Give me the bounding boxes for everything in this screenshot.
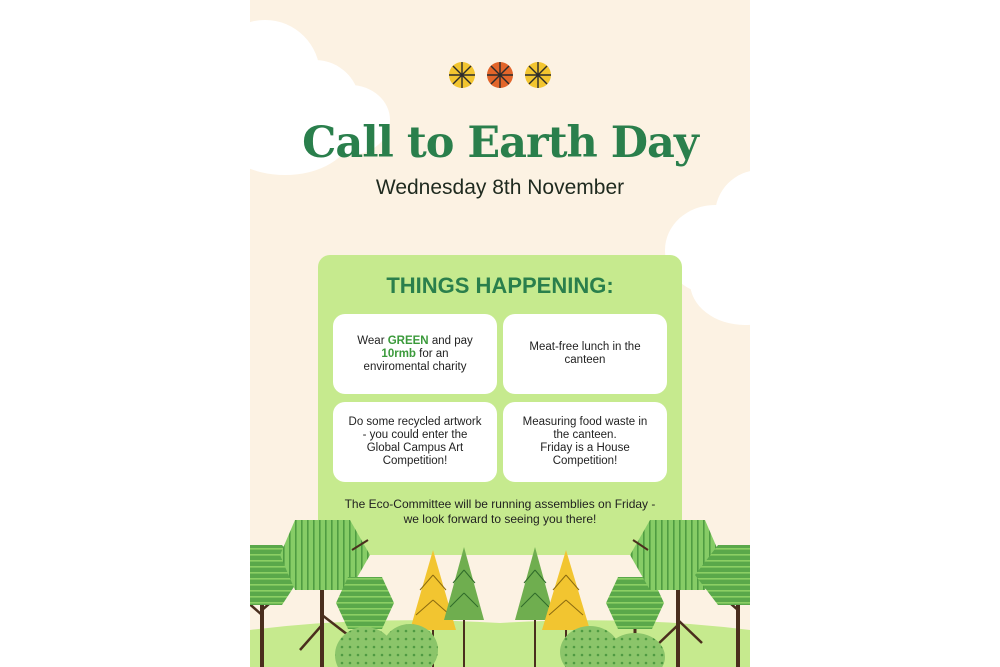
- assembly-note: The Eco-Committee will be running assemblies on Friday - we look forward to seeing you there!: [344, 497, 656, 526]
- activity-wear-green: [333, 314, 497, 394]
- activity-food-waste: [503, 402, 667, 482]
- activity-artwork: [333, 402, 497, 482]
- highlight-amount: 10rmb: [381, 347, 416, 360]
- event-date: Wednesday 8th November: [375, 176, 625, 199]
- activity-text: Wear: [357, 334, 388, 347]
- activity-text: and pay: [428, 334, 473, 347]
- flower-ornament-icon: [449, 62, 475, 88]
- activity-text: for an enviromental charity: [363, 347, 467, 373]
- highlight-green: GREEN: [387, 334, 429, 347]
- activity-text: Friday is a House Competition!: [540, 442, 630, 467]
- poster: [250, 0, 750, 667]
- ornament-row: [448, 60, 558, 92]
- activity-text: Measuring food waste in the canteen.: [522, 416, 648, 441]
- page-title: Call to Earth Day: [302, 118, 698, 168]
- activity-lunch: [503, 314, 667, 394]
- flower-ornament-icon: [525, 62, 551, 88]
- activity-text: Do some recycled artwork - you could enter the Global Campus Art Competition!: [348, 416, 482, 467]
- activities-heading: THINGS HAPPENING:: [386, 273, 614, 298]
- activities-card: [318, 255, 682, 555]
- flower-ornament-icon: [487, 62, 513, 88]
- forest-illustration: [250, 515, 750, 667]
- activity-text: Meat-free lunch in the canteen: [529, 341, 641, 366]
